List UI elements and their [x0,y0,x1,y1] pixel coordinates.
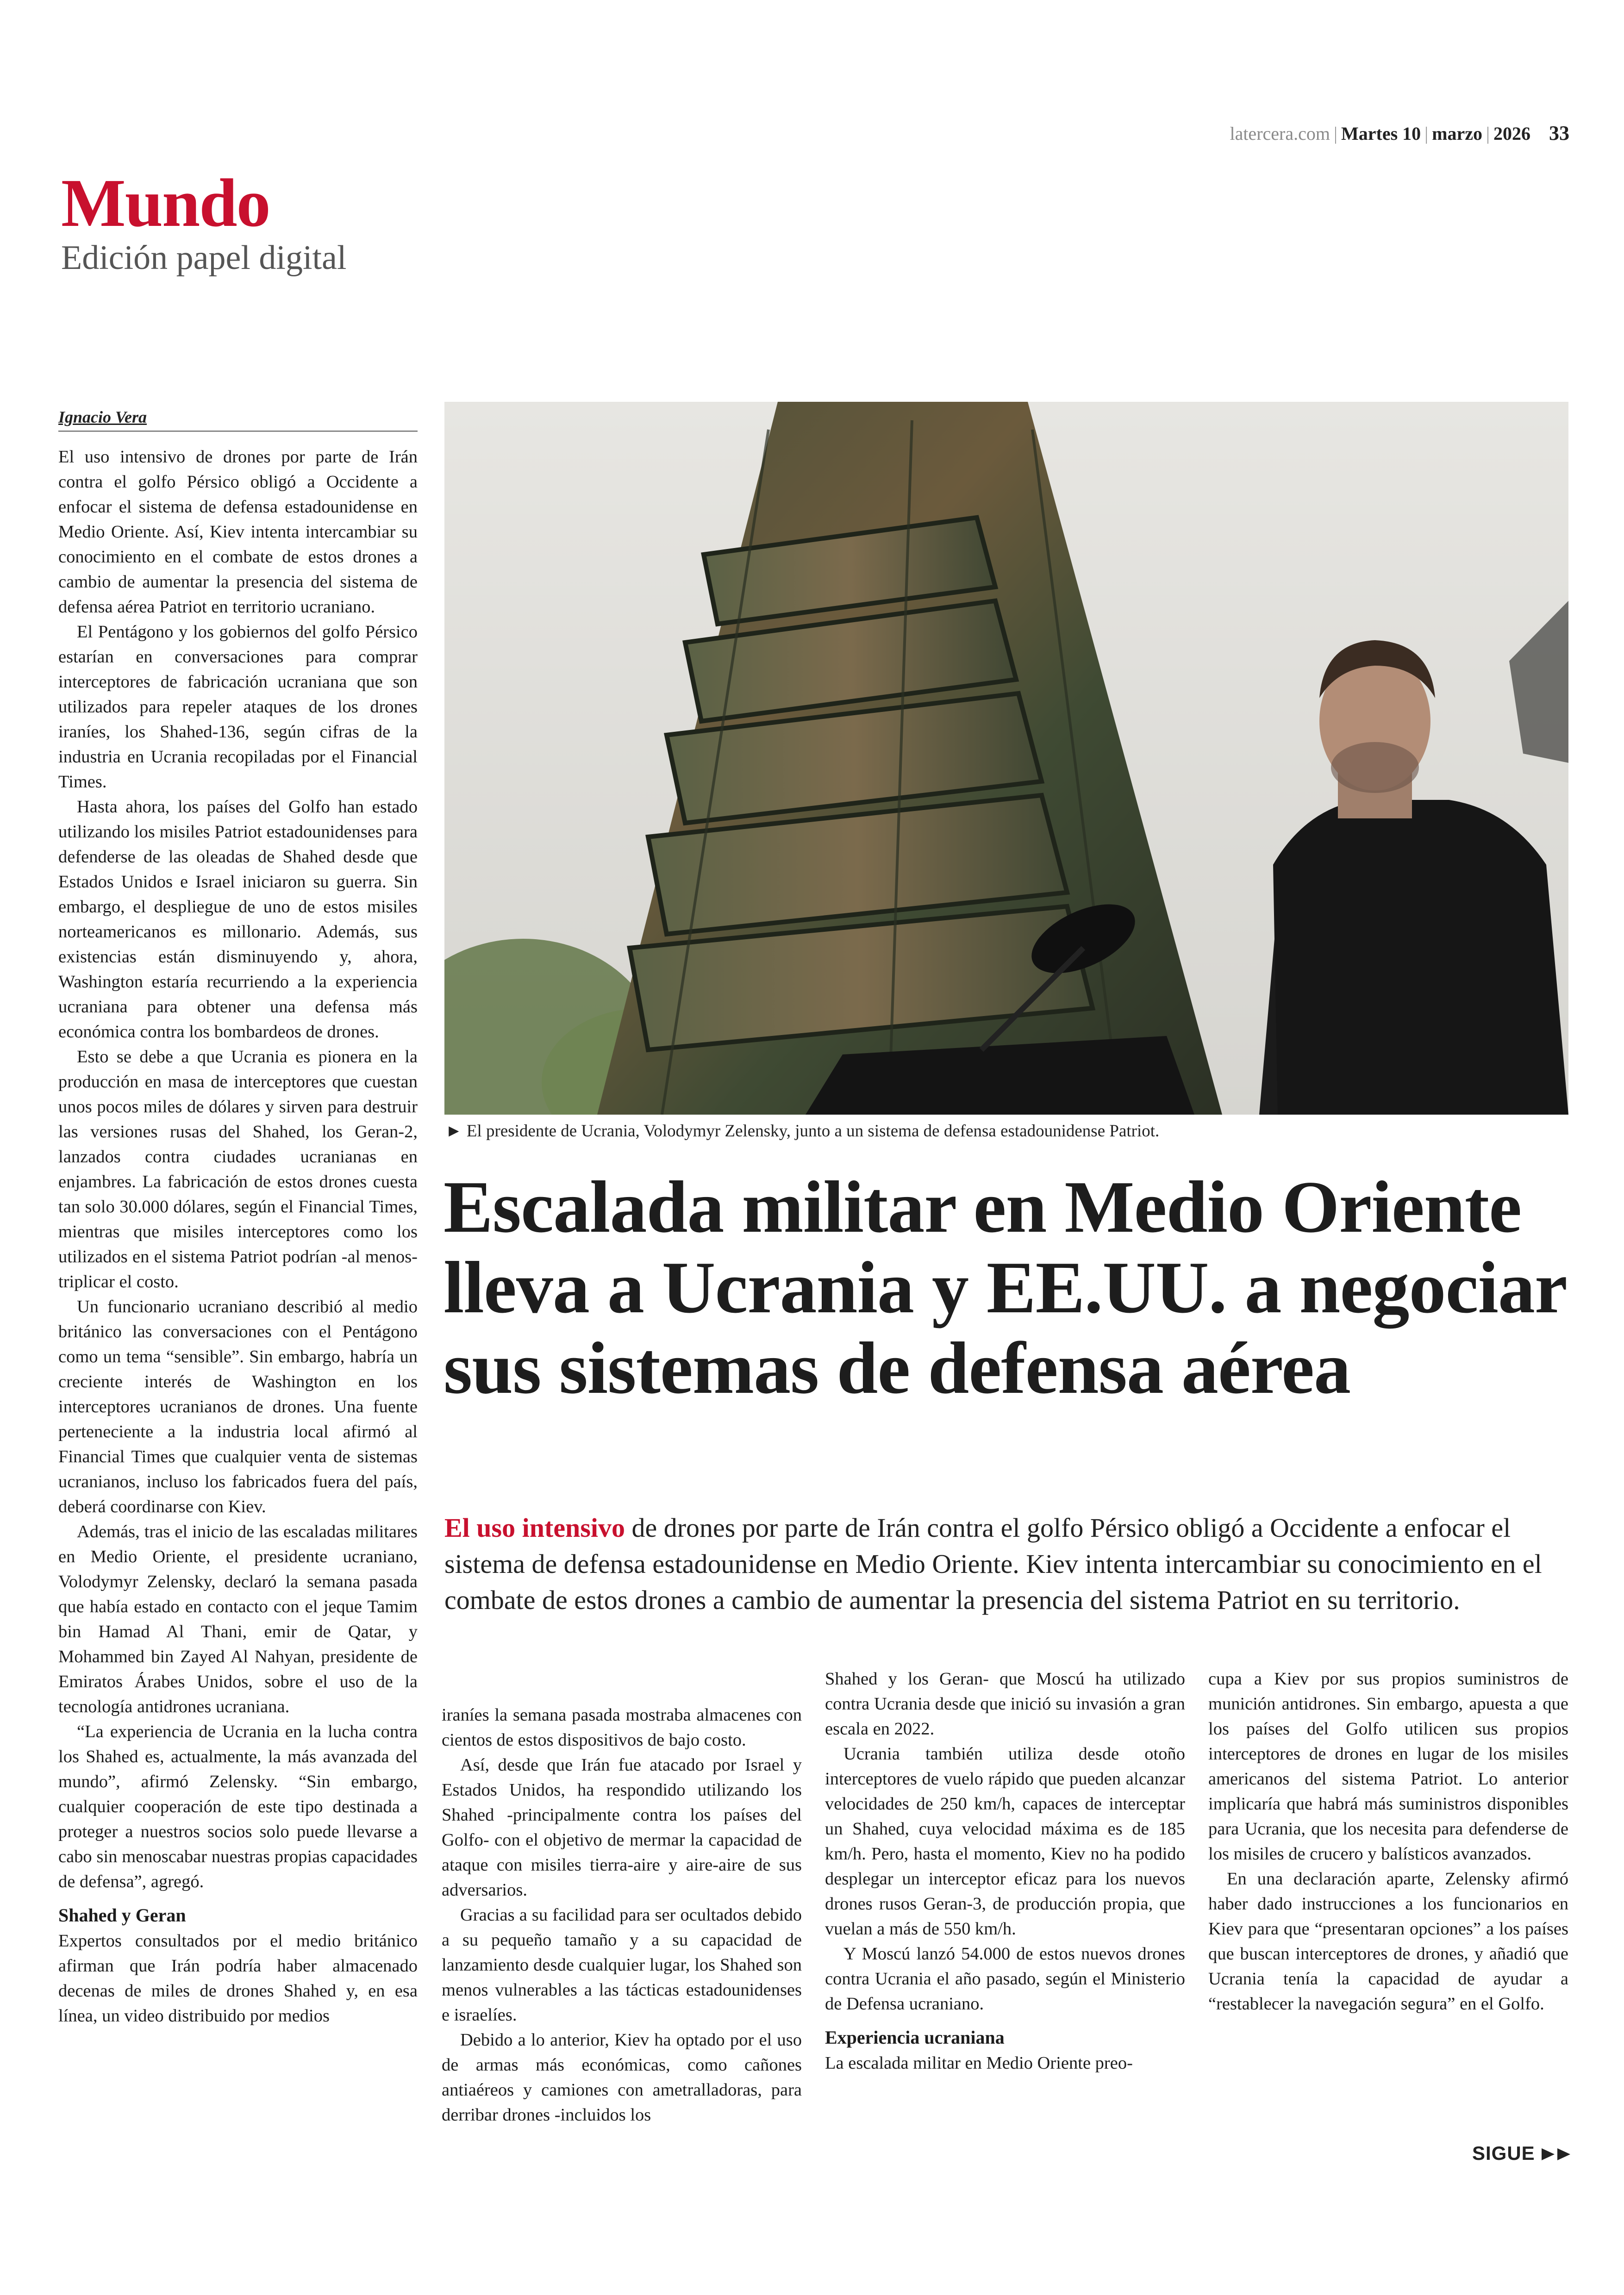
paragraph: Y Moscú lanzó 54.000 de estos nuevos drones contra Ucrania el año pasado, según el Ministerio de Defensa ucraniano. [825,1944,1185,2014]
continue-marker[interactable] [1472,2142,1572,2164]
article-column-4 [1208,1666,1568,2016]
paragraph: “La experiencia de Ucrania en la lucha contra los Shahed es, actualmente, la más avanzada del mundo”, afirmó Zelensky. “Sin embargo, cualquier cooperación de este tipo destinada a proteger a nuestros socios solo puede llevarse a cabo sin menoscabar nuestras propias capacidades de defensa”, agregó. [58,1722,418,1891]
dek-lead: El uso intensivo [444,1513,625,1543]
subheading: Shahed y Geran [58,1905,186,1926]
article-dek [444,1510,1560,1618]
paragraph: Debido a lo anterior, Kiev ha optado por el uso de armas más económicas, como cañones antiaéreos y camiones con ametralladoras, para derribar drones -incluidos los [442,2030,802,2125]
paragraph: Así, desde que Irán fue atacado por Israel y Estados Unidos, ha respondido utilizando los Shahed -principalmente contra los países del Golfo- con el objetivo de mermar la capacidad de ataque con misiles tierra-aire y aire-aire de sus adversarios. [442,1755,802,1900]
article-column-1 [58,444,418,2028]
paragraph: Además, tras el inicio de las escaladas militares en Medio Oriente, el presidente ucraniano, Volodymyr Zelensky, declaró la semana pasada que había estado en contacto con el jeque Tamim bin Hamad Al Thani, emir de Qatar, y Mohammed bin Zayed Al Nahyan, presidente de Emiratos Árabes Unidos, sobre el uso de la tecnología antidrones ucraniana. [58,1522,418,1716]
paragraph: La escalada militar en Medio Oriente preo- [825,2053,1133,2073]
byline: Ignacio Vera [58,407,418,432]
paragraph: En una declaración aparte, Zelensky afirmó haber dado instrucciones a los funcionarios en Kiev para que “presentaran opciones” a los países que buscan interceptores de drones, y añadió que Ucrania tenía la capacidad de ayudar a “restablecer la navegación segura” en el Golfo. [1208,1869,1568,2014]
article-photo [444,402,1568,1115]
paragraph: El Pentágono y los gobiernos del golfo Pérsico estarían en conversaciones para comprar interceptores de fabricación ucraniana que son utilizados para repeler ataques de los drones iraníes, los Shahed-136, según cifras de la industria en Ucrania recopiladas por el Financial Times. [58,622,418,792]
subheading: Experiencia ucraniana [825,2027,1005,2048]
header-year: 2026 [1493,123,1530,144]
paragraph: cupa a Kiev por sus propios suministros de munición antidrones. Sin embargo, apuesta a que los países del Golfo utilicen sus propios interceptores de drones en lugar de los misiles americanos del sistema Patriot. Lo anterior implicaría que habrá más suministros disponibles para Ucrania, que los necesita para defenderse de los misiles de crucero y balísticos avanzados. [1208,1669,1568,1864]
page-header: latercera.com | Martes 10 | marzo | 2026 33 [1230,122,1569,144]
paragraph: Shahed y los Geran- que Moscú ha utilizado contra Ucrania desde que inició su invasión a gran escala en 2022. [825,1669,1185,1739]
paragraph: Esto se debe a que Ucrania es pionera en la producción en masa de interceptores que cuestan unos pocos miles de dólares y sirven para destruir las versiones rusas del Shahed, los Geran-2, lanzados contra ciudades ucranianas en enjambres. La fabricación de estos drones cuesta tan solo 30.000 dólares, según el Financial Times, mientras que misiles interceptores como los utilizados en el sistema Patriot podrían -al menos- triplicar el costo. [58,1047,418,1291]
continue-label: SIGUE [1472,2142,1535,2164]
paragraph: iraníes la semana pasada mostraba almacenes con cientos de estos dispositivos de bajo costo. [442,1705,802,1750]
article-column-2 [442,1703,802,2127]
paragraph: El uso intensivo de drones por parte de Irán contra el golfo Pérsico obligó a Occidente a enfocar el sistema de defensa estadounidense en Medio Oriente. Así, Kiev intenta intercambiar su conocimiento en el combate de estos drones a cambio de aumentar la presencia del sistema de defensa aérea Patriot en territorio ucraniano. [58,447,418,617]
page-number: 33 [1549,122,1569,144]
double-arrow-icon [1541,2147,1572,2161]
paragraph: Ucrania también utiliza desde otoño interceptores de vuelo rápido que pueden alcanzar velocidades de 250 km/h, capaces de interceptar un Shahed, cuya velocidad máxima es de 185 km/h. Pero, hasta el momento, Kiev no ha podido desplegar un interceptor eficaz para los nuevos drones rusos Geran-3, de producción propia, que vuelan a más de 550 km/h. [825,1744,1185,1939]
article-column-3 [825,1666,1185,2076]
headline: Escalada militar en Medio Oriente lleva a Ucrania y EE.UU. a negociar sus sistemas de defensa aérea [443,1166,1566,1409]
header-month: marzo [1432,123,1482,144]
paragraph: Gracias a su facilidad para ser ocultados debido a su pequeño tamaño y a su capacidad de lanzamiento desde cualquier lugar, los Shahed son menos vulnerables a las tácticas estadounidenses e israelíes. [442,1905,802,2025]
header-day: Martes 10 [1341,123,1421,144]
paragraph: Un funcionario ucraniano describió al medio británico las conversaciones con el Pentágono como un tema “sensible”. Sin embargo, habría un creciente interés de Washington en los interceptores ucranianos de drones. Una fuente perteneciente a la industria local afirmó al Financial Times que cualquier venta de sistemas ucranianos, incluso los fabricados fuera del país, deberá coordinarse con Kiev. [58,1297,418,1516]
dek-text: de drones por parte de Irán contra el golfo Pérsico obligó a Occidente a enfocar el sistema de defensa estadounidense en Medio Oriente. Kiev intenta intercambiar su conocimiento en el combate de estos drones a cambio de aumentar la presencia del sistema Patriot en su territorio. [444,1513,1542,1615]
paragraph: Hasta ahora, los países del Golfo han estado utilizando los misiles Patriot estadounidenses para defenderse de las oleadas de Shahed desde que Estados Unidos e Israel iniciaron su guerra. Sin embargo, el despliegue de uno de estos misiles norteamericanos es millonario. Además, sus existencias están disminuyendo y, ahora, Washington estaría recurriendo a la experiencia ucraniana para obtener una defensa más económica contra los bombardeos de drones. [58,797,418,1041]
edition-label: Edición papel digital [61,239,347,277]
paragraph: Expertos consultados por el medio británico afirman que Irán podría haber almacenado decenas de miles de drones Shahed y, en esa línea, un video distribuido por medios [58,1931,418,2026]
site-name[interactable]: latercera.com [1230,123,1330,144]
photo-caption: ► El presidente de Ucrania, Volodymyr Zelensky, junto a un sistema de defensa estadounidense Patriot. [445,1122,1160,1141]
section-title: Mundo [61,165,270,241]
